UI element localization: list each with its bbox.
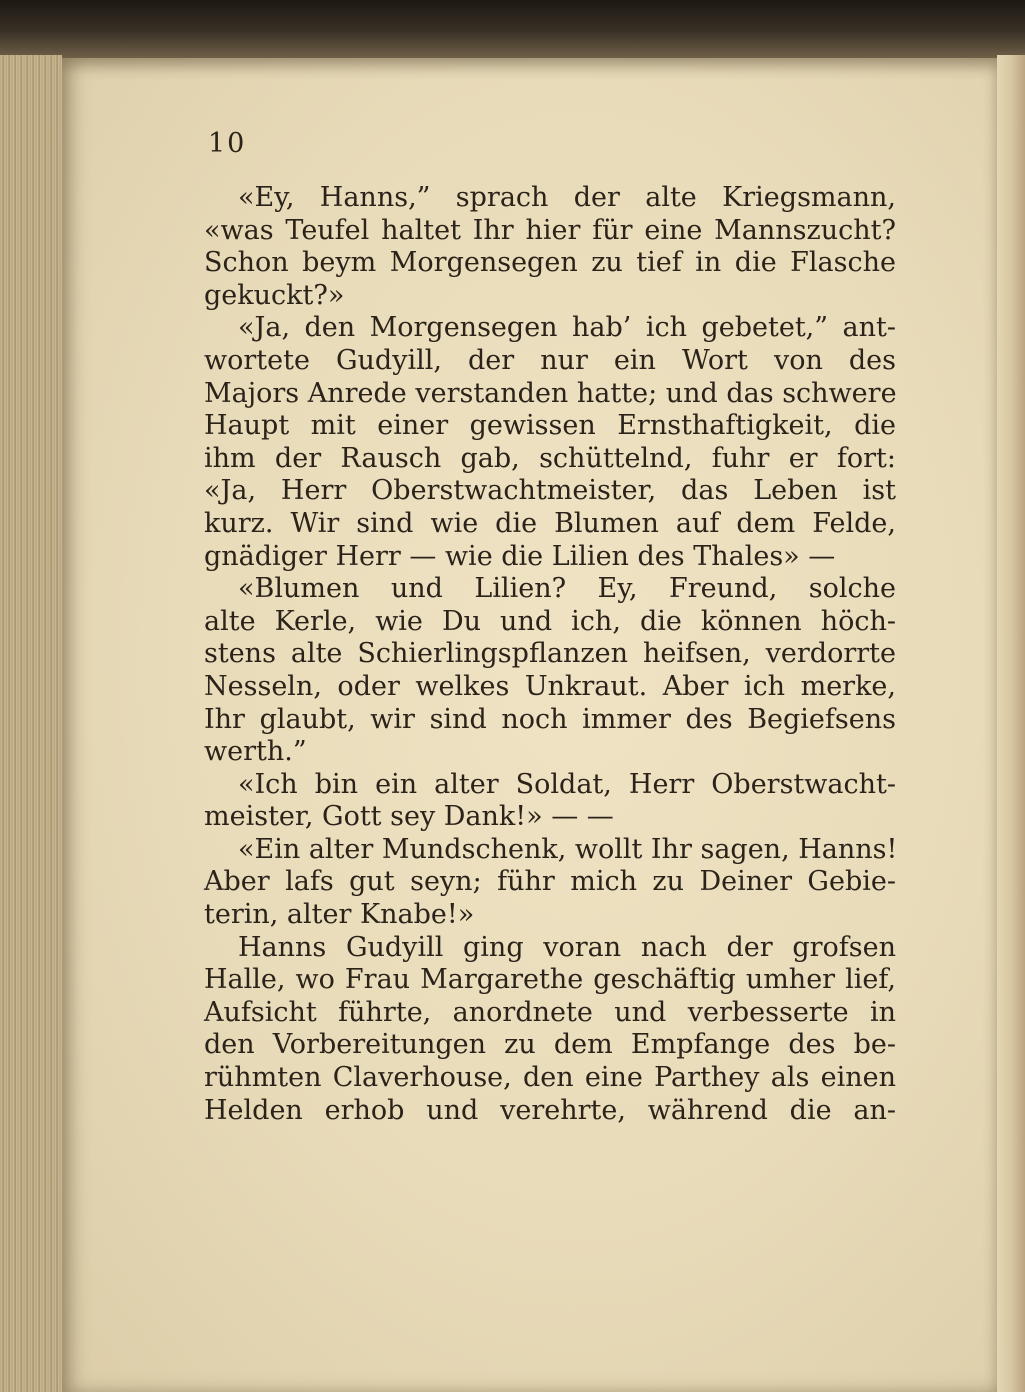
text-line: «was Teufel haltet Ihr hier für eine Mannszucht?	[204, 214, 896, 246]
text-line: «Ja, Herr Oberstwachtmeister, das Leben ist	[204, 475, 896, 507]
text-line: «Blumen und Lilien? Ey, Freund, solche	[238, 573, 896, 605]
text-line: meister, Gott sey Dank!» — —	[204, 801, 614, 833]
page-stack-right	[997, 55, 1025, 1392]
page-text	[204, 182, 896, 1127]
text-line: Haupt mit einer gewissen Ernsthaftigkeit, die	[204, 410, 896, 442]
text-line: ihm der Rausch gab, schüttelnd, fuhr er fort:	[204, 442, 896, 474]
text-line: den Vorbereitungen zu dem Empfange des be-	[204, 1029, 896, 1061]
page-number: 10	[208, 128, 247, 159]
text-line: gnädiger Herr — wie die Lilien des Thales» —	[204, 540, 836, 572]
text-line: stens alte Schierlingspflanzen heifsen, verdorrte	[204, 638, 896, 670]
text-line: werth.”	[204, 736, 307, 768]
text-line: terin, alter Knabe!»	[204, 899, 475, 931]
text-line: Schon beym Morgensegen zu tief in die Flasche	[204, 247, 896, 279]
text-line: Hanns Gudyill ging voran nach der grofsen	[238, 931, 896, 963]
text-line: «Ein alter Mundschenk, wollt Ihr sagen, Hanns!	[238, 833, 898, 865]
text-line: Aber lafs gut seyn; führ mich zu Deiner Gebie-	[204, 866, 896, 898]
text-line: wortete Gudyill, der nur ein Wort von des	[204, 344, 896, 376]
text-line: rühmten Claverhouse, den eine Parthey als einen	[204, 1062, 896, 1094]
page-stack-left	[0, 55, 62, 1392]
text-line: Helden erhob und verehrte, während die an-	[204, 1094, 896, 1126]
text-line: gekuckt?»	[204, 279, 345, 311]
text-line: «Ja, den Morgensegen hab’ ich gebetet,” ant-	[238, 312, 896, 344]
text-line: Ihr glaubt, wir sind noch immer des Begiefsens	[204, 703, 896, 735]
text-line: Nesseln, oder welkes Unkraut. Aber ich merke,	[204, 670, 896, 702]
text-line: «Ey, Hanns,” sprach der alte Kriegsmann,	[238, 182, 896, 213]
text-line: Halle, wo Frau Margarethe geschäftig umher lief,	[204, 964, 896, 996]
text-line: Majors Anrede verstanden hatte; und das schwere	[204, 377, 897, 409]
text-line: alte Kerle, wie Du und ich, die können höch-	[204, 605, 896, 637]
text-line: «Ich bin ein alter Soldat, Herr Oberstwacht-	[238, 768, 896, 800]
text-line: Aufsicht führte, anordnete und verbesserte in	[204, 996, 896, 1028]
text-line: kurz. Wir sind wie die Blumen auf dem Felde,	[204, 507, 896, 539]
